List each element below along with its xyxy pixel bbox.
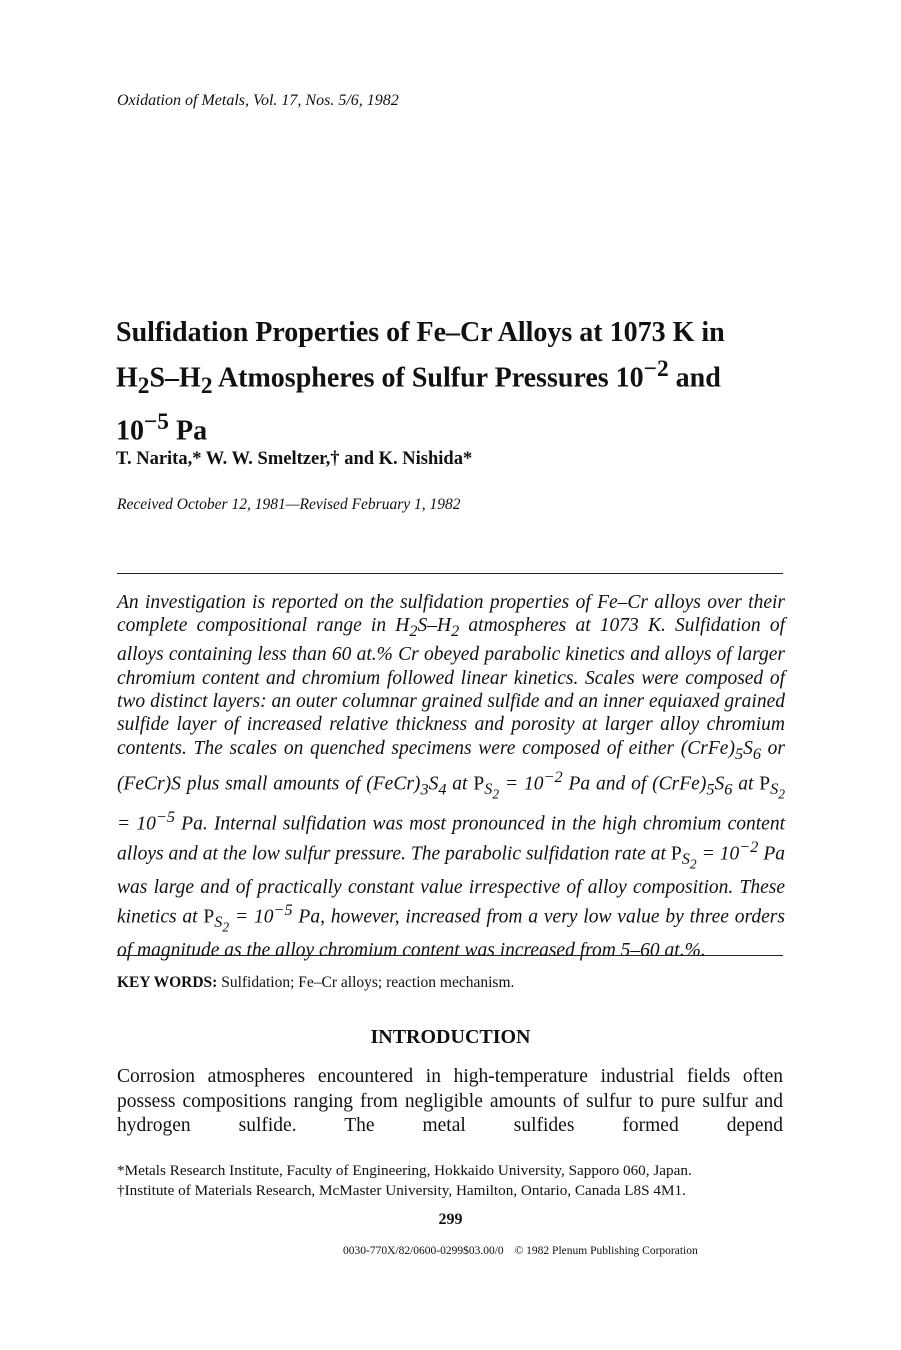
footnote-affiliation-1: *Metals Research Institute, Faculty of Engineering, Hokkaido University, Sapporo 060, Japan. — [117, 1162, 692, 1179]
page-number: 299 — [438, 1211, 463, 1228]
journal-citation: Oxidation of Metals, Vol. 17, Nos. 5/6, 1982 — [117, 92, 399, 109]
section-heading-introduction: INTRODUCTION — [370, 1026, 531, 1048]
article-code: 0030-770X/82/0600-0299$03.00/0 — [343, 1245, 504, 1257]
author-list: T. Narita,* W. W. Smeltzer,† and K. Nishida* — [116, 449, 473, 469]
abstract-bottom-rule — [117, 955, 783, 956]
author-smeltzer: W. W. Smeltzer,† — [205, 449, 340, 469]
title-line-1: Sulfidation Properties of Fe–Cr Alloys at 1073 K in — [116, 317, 725, 348]
keywords-text: Sulfidation; Fe–Cr alloys; reaction mechanism. — [221, 974, 515, 991]
author-narita: T. Narita,* — [116, 449, 202, 469]
copyright-line — [343, 1245, 706, 1257]
footnotes — [117, 1161, 787, 1200]
article-title: Sulfidation Properties of Fe–Cr Alloys at 1073 K in $H_2S-H_2$ Atmospheres of Sulfur Pressures $10^{-2}$ and $10^{-5}$ Pa — [116, 317, 725, 447]
author-nishida: K. Nishida* — [378, 449, 473, 469]
keywords-label: KEY WORDS: — [117, 974, 218, 991]
abstract: An investigation is reported on the sulfidation properties of Fe–Cr alloys over their complete compositional range in $H_2S-H_2$ atmospheres at 1073 K. Sulfidation of alloys containing less than 60 at.% Cr obeyed parabolic kinetics and alloys of larger chromium content and chromium followed linear kinetics. Scales were composed of two distinct layers: an outer columnar grained sulfide and an inner equiaxed grained sulfide layer of increased relative thickness and porosity at larger alloy chromium contents. The scales on quenched specimens were composed of either $(CrFe)_5S_6$ or (FeCr)S plus small amounts of $(FeCr)_3S_4$ at $P_{S_2} = 10^{-2}$ Pa and of $(CrFe)_5S_6$ at $P_{S_2} = 10^{-5}$ Pa. Internal sulfidation was most pronounced in the high chromium content alloys and at the low sulfur pressure. The parabolic sulfidation rate at $P_{S_2} = 10^{-2}$ Pa was large and of practically constant value irrespective of alloy composition. These kinetics at $P_{S_2} = 10^{-5}$ Pa, however, increased from a very low value by three orders of magnitude as the alloy chromium content was increased from 5–60 at.%. — [117, 592, 785, 961]
abstract-top-rule — [117, 573, 783, 574]
introduction-paragraph: Corrosion atmospheres encountered in high-temperature industrial fields often possess compositions ranging from negligible amounts of sulfur to pure sulfur and hydrogen sulfide. The metal sulfides formed depend — [117, 1066, 783, 1136]
copyright-notice: © 1982 Plenum Publishing Corporation — [514, 1245, 698, 1257]
keywords — [117, 974, 514, 992]
footnote-affiliation-2: †Institute of Materials Research, McMaster University, Hamilton, Ontario, Canada L8S 4M1. — [117, 1181, 686, 1199]
received-dates: Received October 12, 1981—Revised February 1, 1982 — [117, 496, 461, 513]
